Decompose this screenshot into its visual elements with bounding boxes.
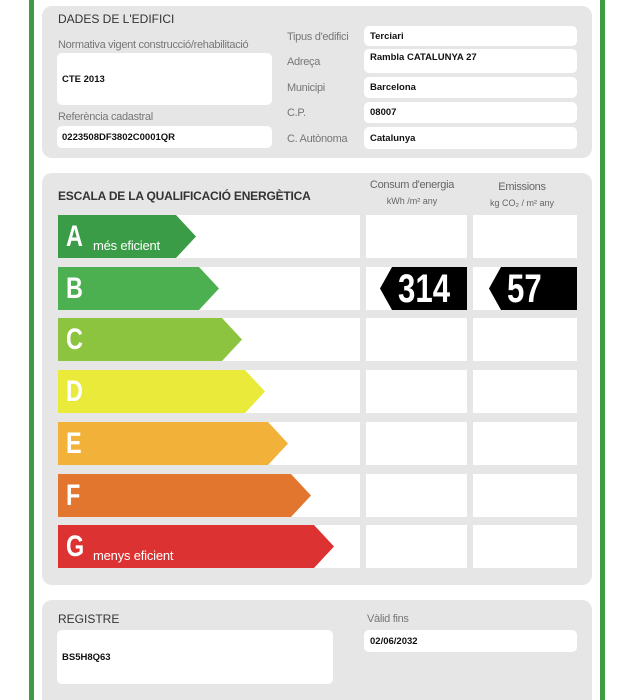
consumption-value: 314 [398,267,451,311]
emissions-unit: kg CO₂ / m² any [489,198,554,208]
consumption-cell [366,422,467,465]
consumption-unit: kWh /m² any [386,196,438,206]
building-type-label: Tipus d'edifici [287,31,349,43]
address-value: Rambla CATALUNYA 27 [370,52,477,63]
consumption-cell [366,525,467,568]
emissions-cell [473,422,577,465]
class-arrow-c [58,318,242,361]
class-letter: D [66,375,83,408]
class-letter: F [66,479,81,512]
regulation-value: CTE 2013 [62,74,105,85]
register-value: BS5H8Q63 [62,652,111,663]
consumption-cell [366,474,467,517]
emissions-value: 57 [507,267,542,311]
address-label: Adreça [287,56,321,68]
region-value: Catalunya [370,133,416,144]
class-arrow-d [58,370,265,413]
valid-until-label: Vàlid fins [367,613,409,625]
municipality-label: Municipi [287,82,325,94]
class-caption: més eficient [93,238,160,253]
class-letter: B [66,272,83,305]
emissions-cell [473,215,577,258]
building-section-title: DADES DE L'EDIFICI [58,12,175,26]
class-letter: G [66,530,85,563]
consumption-cell [366,370,467,413]
energy-scale-title: ESCALA DE LA QUALIFICACIÓ ENERGÈTICA [58,189,311,203]
emissions-cell [473,318,577,361]
cadastral-label: Referència cadastral [58,111,153,123]
emissions-cell [473,525,577,568]
class-caption: menys eficient [93,548,174,563]
class-arrow-f [58,474,311,517]
class-arrow-e [58,422,288,465]
valid-until-value: 02/06/2032 [370,636,418,647]
class-letter: E [66,427,82,460]
class-letter: C [66,323,83,356]
municipality-value: Barcelona [370,82,416,93]
cadastral-value: 0223508DF3802C0001QR [62,132,176,143]
emissions-header: Emissions [498,181,546,193]
postcode-value: 08007 [370,107,397,118]
building-type-value: Terciari [370,31,404,42]
regulation-label: Normativa vigent construcció/rehabilitació [58,39,249,51]
emissions-cell [473,474,577,517]
emissions-cell [473,370,577,413]
consumption-cell [366,215,467,258]
consumption-header: Consum d'energia [369,179,455,191]
postcode-label: C.P. [287,107,306,119]
region-label: C. Autònoma [287,133,348,145]
consumption-cell [366,318,467,361]
class-letter: A [66,220,83,253]
register-label: REGISTRE [58,612,120,626]
